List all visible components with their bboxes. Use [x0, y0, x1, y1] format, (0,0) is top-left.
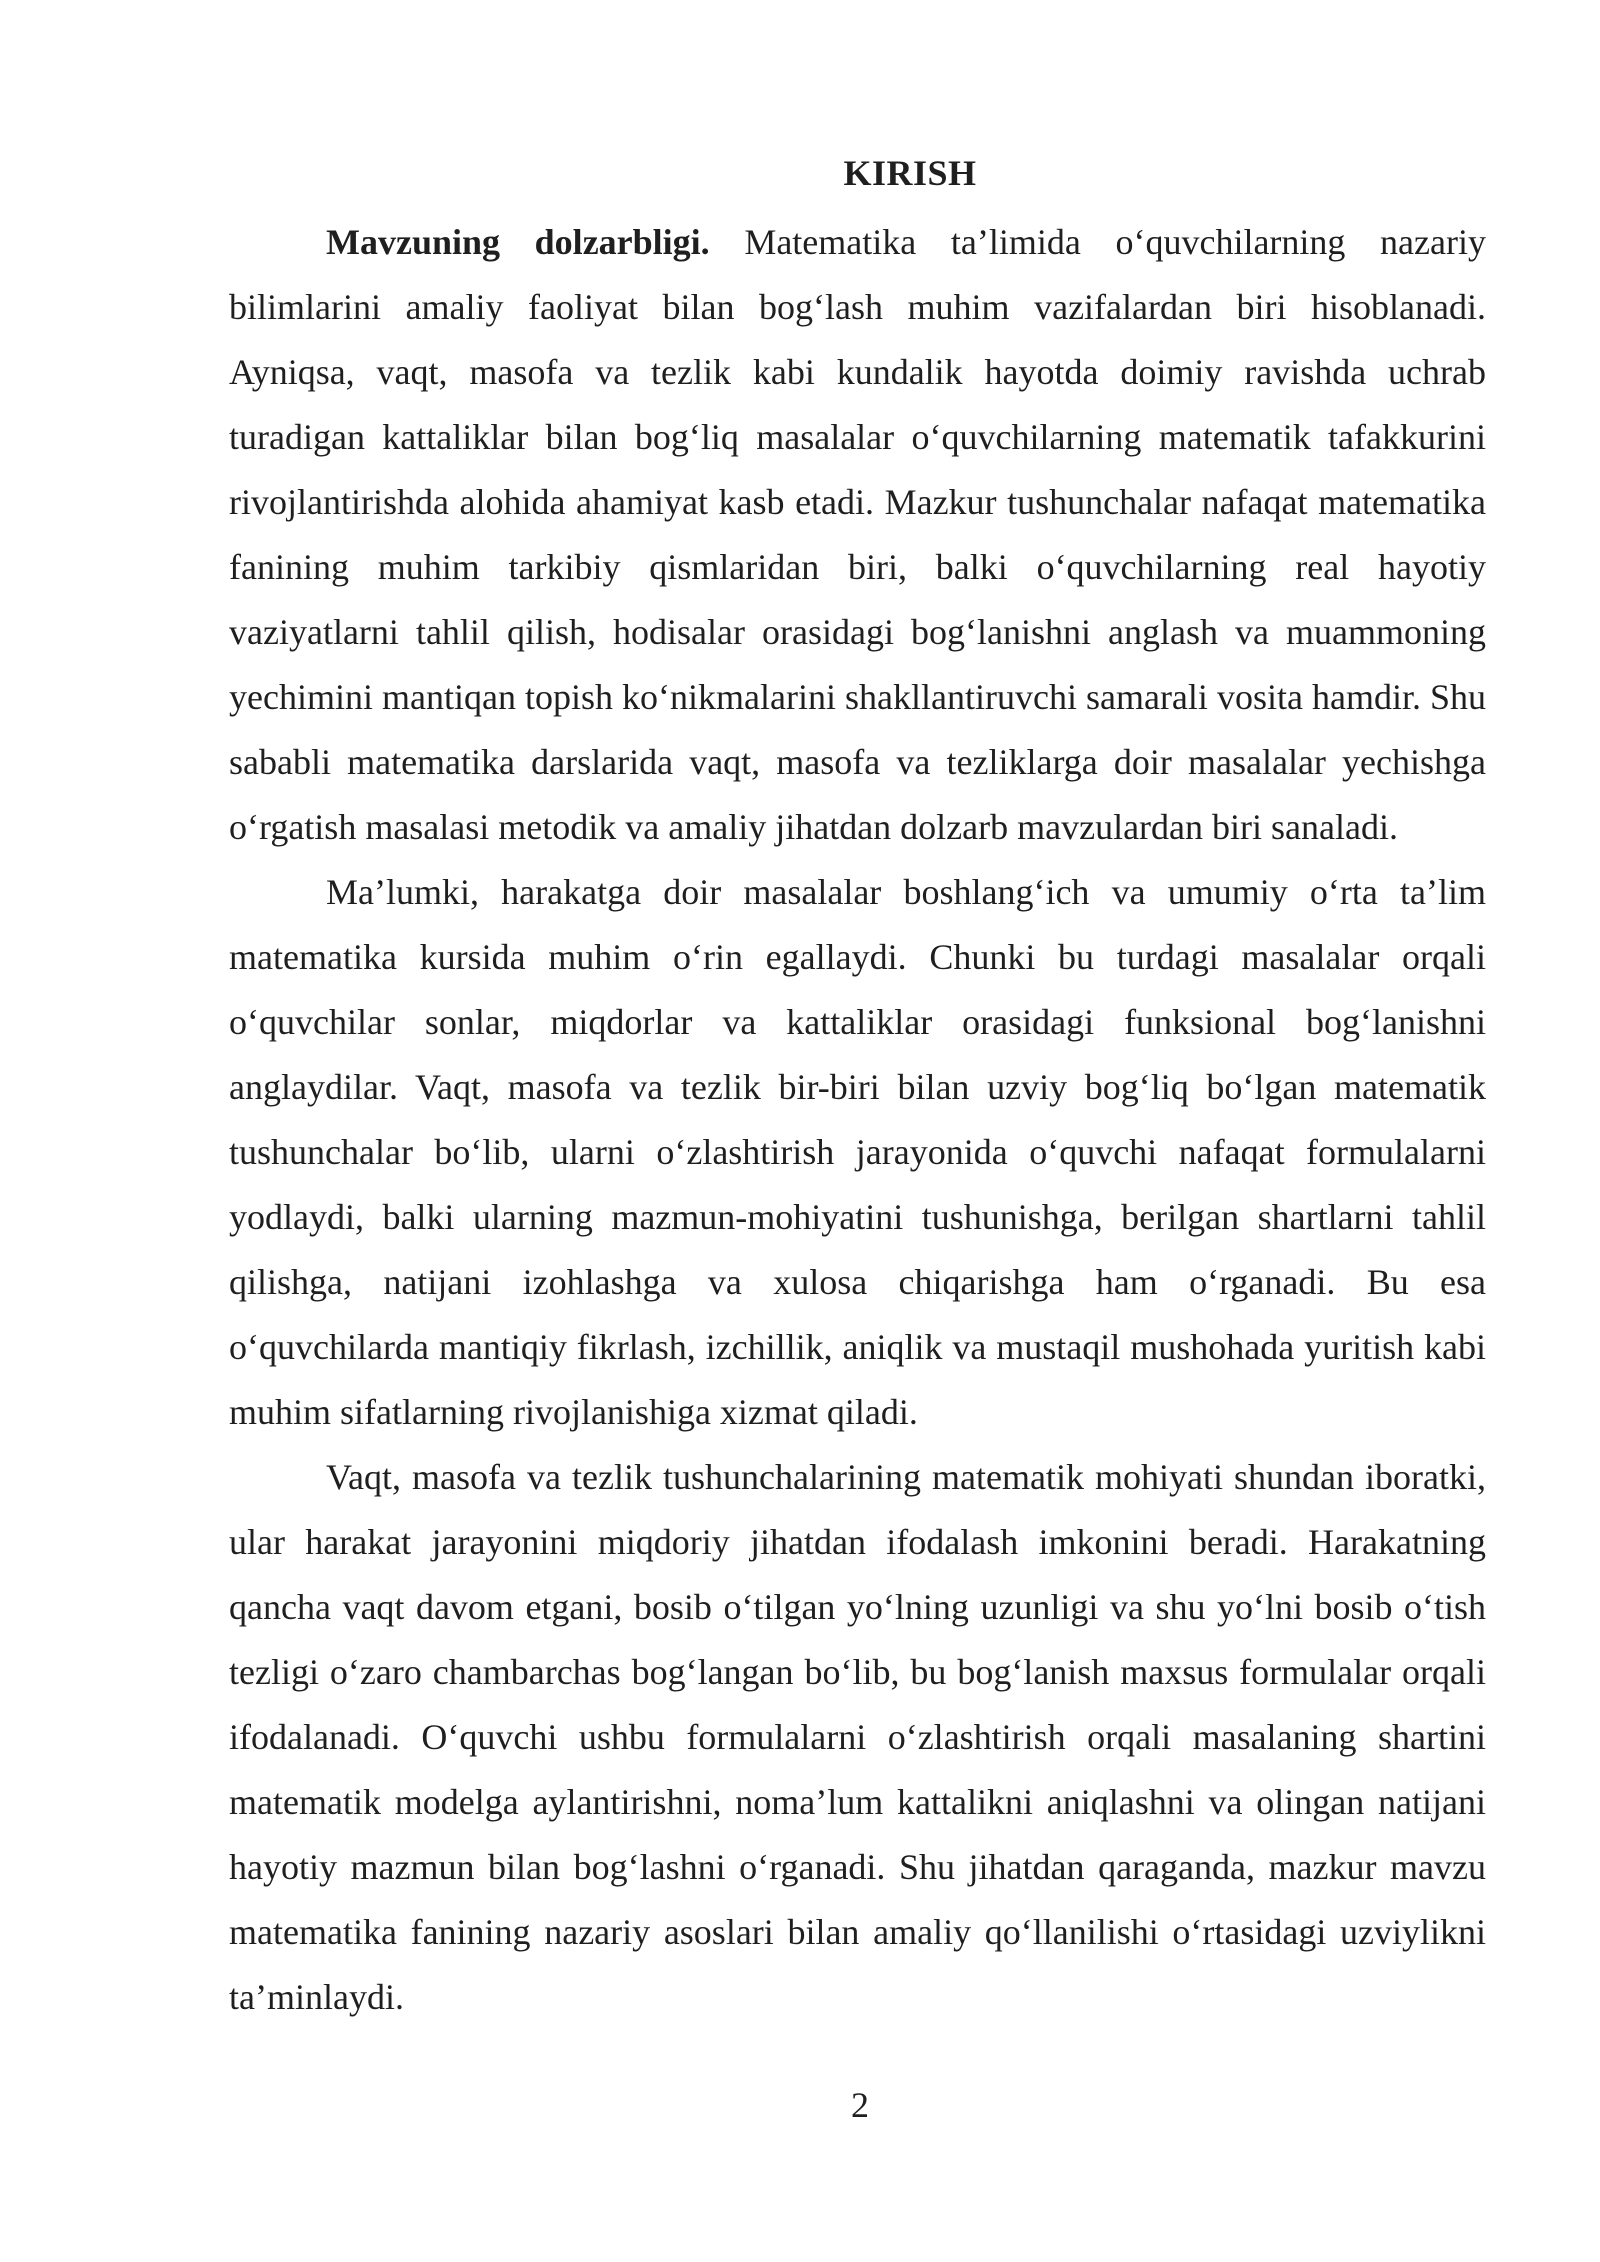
- paragraph-motion-problems: [229, 860, 1486, 1445]
- section-title: KIRISH: [843, 153, 977, 193]
- paragraph-relevance: [229, 210, 1486, 860]
- paragraph-essence: [229, 1445, 1486, 2030]
- page-number: 2: [851, 2085, 869, 2125]
- body-text: [229, 210, 1486, 2030]
- paragraph-lead: Mavzuning dolzarbligi.: [326, 222, 710, 262]
- paragraph-text: Matematika ta’limida o‘quvchilarning nazariy bilimlarini amaliy faoliyat bilan bog‘lash muhim vazifalardan biri hisoblanadi. Ayniqsa, vaqt, masofa va tezlik kabi kundalik hayotda doimiy ravishda uchrab turadigan kattaliklar bilan bog‘liq masalalar o‘quvchilarning matematik tafakkurini rivojlantirishda alohida ahamiyat kasb etadi. Mazkur tushunchalar nafaqat matematika fanining muhim tarkibiy qismlaridan biri, balki o‘quvchilarning real hayotiy vaziyatlarni tahlil qilish, hodisalar orasidagi bog‘lanishni anglash va muammoning yechimini mantiqan topish ko‘nikmalarini shakllantiruvchi samarali vosita hamdir. Shu sababli matematika darslarida vaqt, masofa va tezliklarga doir masalalar yechishga o‘rgatish masalasi metodik va amaliy jihatdan dolzarb mavzulardan biri sanaladi.: [229, 222, 1486, 847]
- paragraph-text: Vaqt, masofa va tezlik tushunchalarining matematik mohiyati shundan iboratki, ular harakat jarayonini miqdoriy jihatdan ifodalash imkonini beradi. Harakatning qancha vaqt davom etgani, bosib o‘tilgan yo‘lning uzunligi va shu yo‘lni bosib o‘tish tezligi o‘zaro chambarchas bog‘langan bo‘lib, bu bog‘lanish maxsus formulalar orqali ifodalanadi. O‘quvchi ushbu formulalarni o‘zlashtirish orqali masalaning shartini matematik modelga aylantirishni, noma’lum kattalikni aniqlashni va olingan natijani hayotiy mazmun bilan bog‘lashni o‘rganadi. Shu jihatdan qaraganda, mazkur mavzu matematika fanining nazariy asoslari bilan amaliy qo‘llanilishi o‘rtasidagi uzviylikni ta’minlaydi.: [229, 1457, 1486, 2017]
- paragraph-text: Ma’lumki, harakatga doir masalalar boshlang‘ich va umumiy o‘rta ta’lim matematika kursida muhim o‘rin egallaydi. Chunki bu turdagi masalalar orqali o‘quvchilar sonlar, miqdorlar va kattaliklar orasidagi funksional bog‘lanishni anglaydilar. Vaqt, masofa va tezlik bir-biri bilan uzviy bog‘liq bo‘lgan matematik tushunchalar bo‘lib, ularni o‘zlashtirish jarayonida o‘quvchi nafaqat formulalarni yodlaydi, balki ularning mazmun-mohiyatini tushunishga, berilgan shartlarni tahlil qilishga, natijani izohlashga va xulosa chiqarishga ham o‘rganadi. Bu esa o‘quvchilarda mantiqiy fikrlash, izchillik, aniqlik va mustaqil mushohada yuritish kabi muhim sifatlarning rivojlanishiga xizmat qiladi.: [229, 872, 1486, 1432]
